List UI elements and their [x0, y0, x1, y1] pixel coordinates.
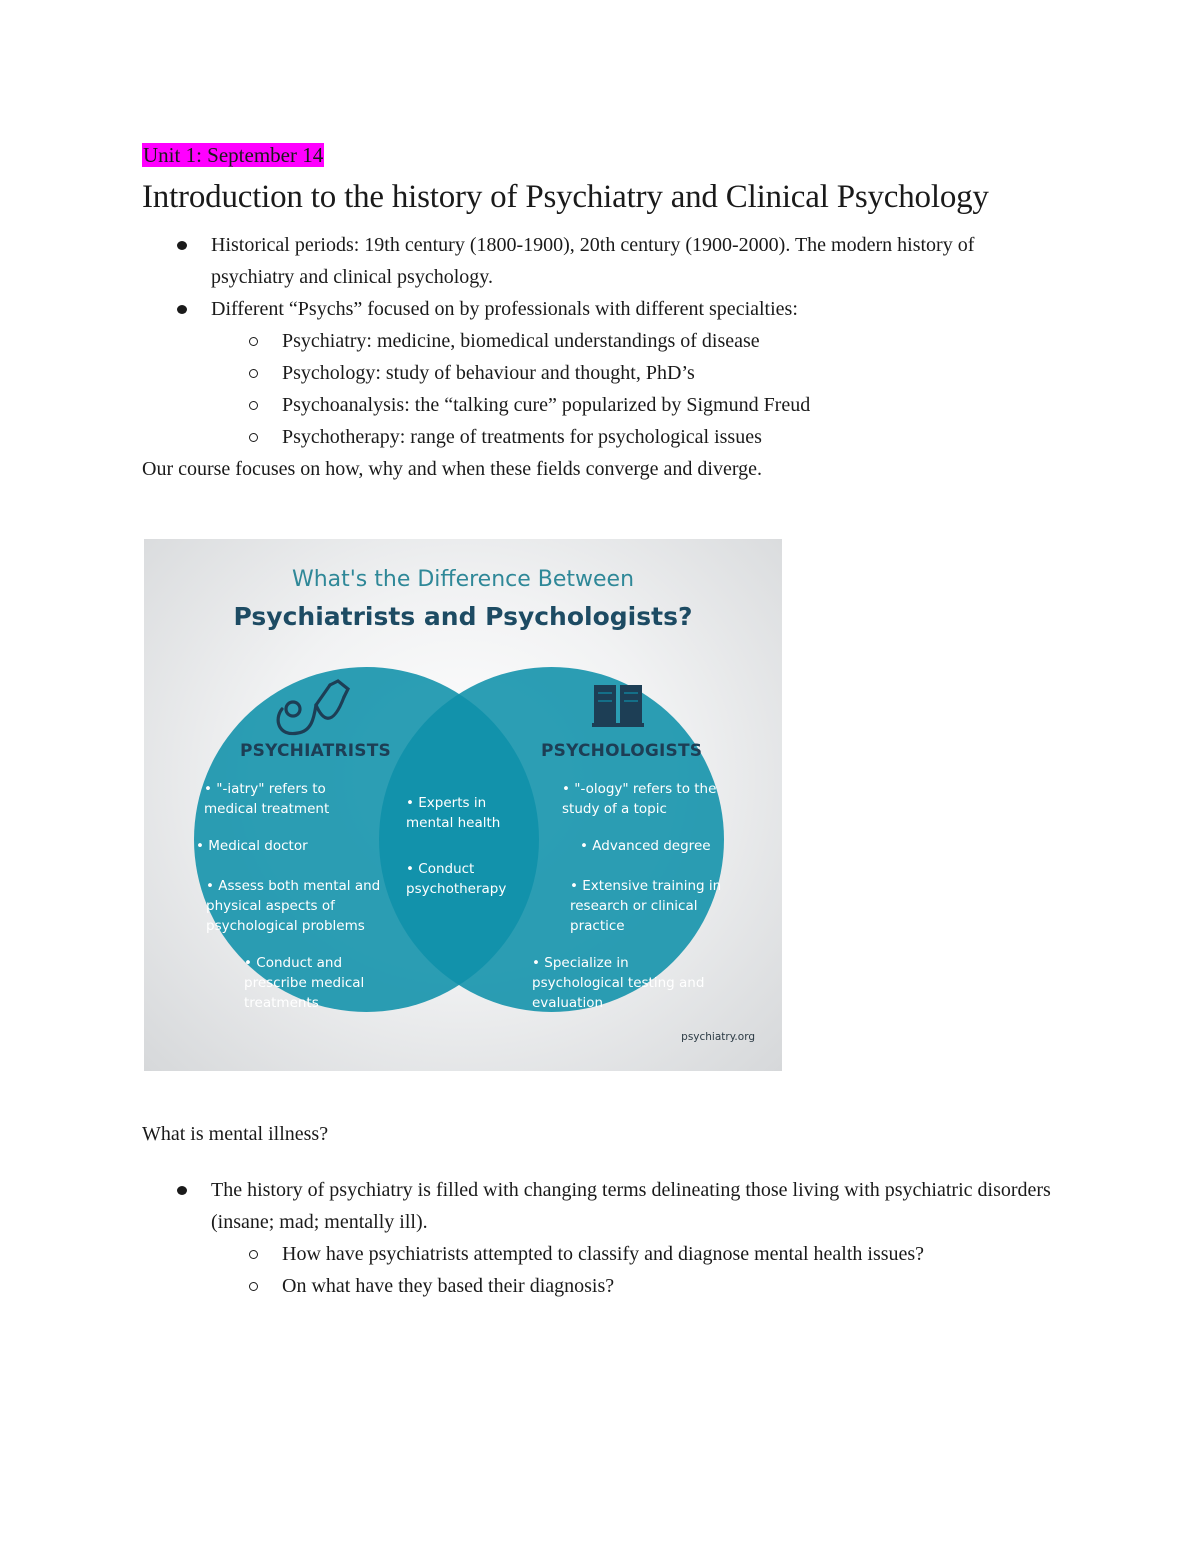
sub-list-item: Psychoanalysis: the “talking cure” popularized by Sigmund Freud: [142, 389, 1062, 421]
stethoscope-icon: [272, 679, 354, 739]
document-body: [142, 140, 1062, 485]
left-item: • Conduct and prescribe medical treatments: [244, 955, 365, 1011]
sub-bullet-list: [211, 325, 1062, 453]
sub-list-item: Psychology: study of behaviour and thought, PhD’s: [142, 357, 1062, 389]
sub-list-item: Psychotherapy: range of treatments for psychological issues: [142, 421, 1062, 453]
center-item: • Experts in mental health: [406, 795, 501, 831]
left-item-text: Assess both mental and physical aspects of psychological problems: [206, 878, 381, 934]
list-item-text: The history of psychiatry is filled with changing terms delineating those living with psychiatric disorders (insane; mad; mentally ill).: [211, 1179, 1051, 1233]
psychologists-heading: PSYCHOLOGISTS: [541, 741, 703, 761]
list-item: Historical periods: 19th century (1800-1900), 20th century (1900-2000). The modern history of psychiatry and clinical psychology.: [142, 229, 1062, 293]
left-item-text: "-iatry" refers to medical treatment: [204, 781, 330, 817]
right-item-text: Specialize in psychological testing and evaluation: [532, 955, 705, 1011]
bullet-list: [142, 229, 1062, 453]
left-item-text: Conduct and prescribe medical treatments: [244, 955, 365, 1011]
sub-list-item: How have psychiatrists attempted to classify and diagnose mental health issues?: [142, 1238, 1062, 1270]
highlighted-unit-label: Unit 1: September 14: [143, 143, 324, 167]
left-item-text: Medical doctor: [208, 838, 308, 854]
sub-list-item: Psychiatry: medicine, biomedical understandings of disease: [142, 325, 1062, 357]
psychiatrists-heading: PSYCHIATRISTS: [240, 741, 391, 761]
right-item: • "-ology" refers to the study of a topic: [562, 781, 717, 817]
list-item: [142, 293, 1062, 453]
right-item-text: "-ology" refers to the study of a topic: [562, 781, 717, 817]
left-item: • "-iatry" refers to medical treatment: [204, 781, 330, 817]
right-item-text: Extensive training in research or clinical practice: [570, 878, 722, 934]
right-item: • Advanced degree: [580, 838, 711, 854]
center-item-text: Conduct psychotherapy: [406, 861, 507, 897]
right-item: • Specialize in psychological testing and evaluation: [532, 955, 705, 1011]
right-item-text: Advanced degree: [592, 838, 711, 854]
figure-subtitle: What's the Difference Between: [291, 567, 635, 592]
figure-credit: psychiatry.org: [681, 1031, 755, 1043]
right-item: • Extensive training in research or clinical practice: [570, 878, 722, 934]
left-item: • Assess both mental and physical aspects of psychological problems: [206, 878, 381, 934]
list-item-text: Different “Psychs” focused on by professionals with different specialties:: [211, 298, 798, 320]
venn-diagram-figure: [144, 539, 782, 1071]
left-item: • Medical doctor: [196, 838, 308, 854]
sub-bullet-list: [211, 1238, 1062, 1302]
sub-list-item: On what have they based their diagnosis?: [142, 1270, 1062, 1302]
question-heading: What is mental illness?: [142, 1123, 329, 1145]
document-body-continued: [142, 1118, 1062, 1302]
bullet-list: [142, 1174, 1062, 1302]
unit-label: [142, 140, 1062, 170]
course-focus-text: Our course focuses on how, why and when these fields converge and diverge.: [142, 458, 763, 480]
center-item: • Conduct psychotherapy: [406, 861, 507, 897]
list-item: [142, 1174, 1062, 1302]
center-item-text: Experts in mental health: [406, 795, 501, 831]
page-title: Introduction to the history of Psychiatry and Clinical Psychology: [142, 179, 989, 215]
figure-title: Psychiatrists and Psychologists?: [233, 602, 693, 631]
book-icon: [590, 683, 646, 729]
